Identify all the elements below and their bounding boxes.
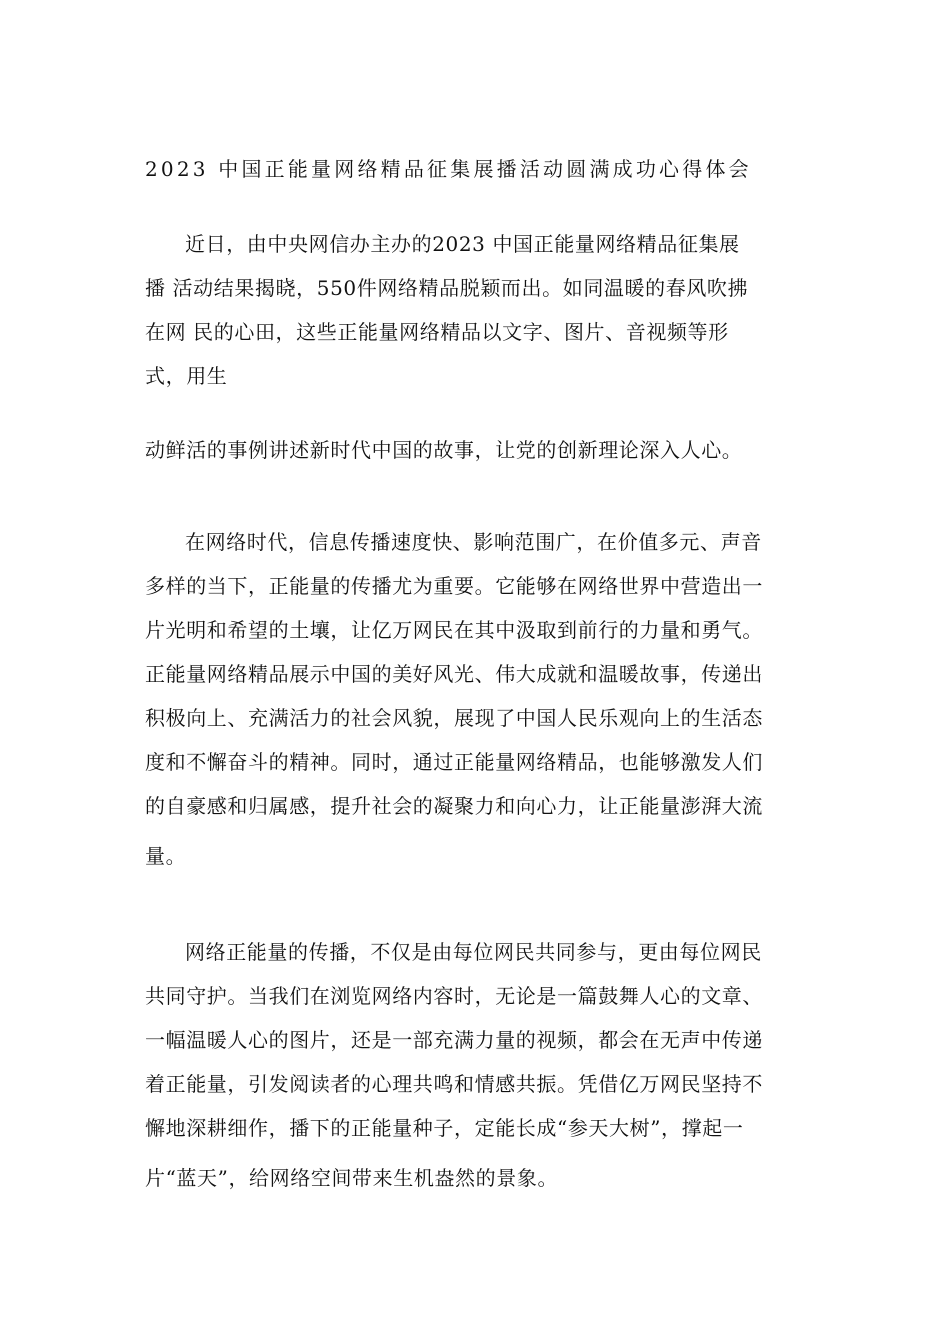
paragraph-1 (145, 222, 810, 398)
paragraph-2 (145, 520, 810, 878)
paragraph-line: 度和不懈奋斗的精神。同时，通过正能量网络精品，也能够激发人们 (145, 750, 763, 774)
paragraph-line: 网络正能量的传播，不仅是由每位网民共同参与，更由每位网民 (185, 940, 762, 964)
paragraph-line: 一幅温暖人心的图片，还是一部充满力量的视频，都会在无声中传递 (145, 1028, 763, 1052)
paragraph-3 (145, 930, 810, 1200)
paragraph-line: 近日，由中央网信办主办的2023 中国正能量网络精品征集展 (185, 232, 740, 256)
document-title: 2023 中国正能量网络精品征集展播活动圆满成功心得体会 (145, 157, 752, 181)
paragraph-line: 片“蓝天”，给网络空间带来生机盎然的景象。 (145, 1166, 559, 1190)
paragraph-1-continuation (145, 428, 810, 472)
paragraph-line: 的自豪感和归属感，提升社会的凝聚力和向心力，让正能量澎湃大流 (145, 794, 763, 818)
paragraph-line: 播 活动结果揭晓，550件网络精品脱颖而出。如同温暖的春风吹拂 (145, 276, 749, 300)
paragraph-line: 共同守护。当我们在浏览网络内容时，无论是一篇鼓舞人心的文章、 (145, 984, 763, 1008)
paragraph-line: 懈地深耕细作，播下的正能量种子，定能长成“参天大树”，撑起一 (145, 1116, 744, 1140)
paragraph-line: 多样的当下，正能量的传播尤为重要。它能够在网络世界中营造出一 (145, 574, 763, 598)
paragraph-line: 式，用生 (145, 364, 228, 388)
paragraph-line: 积极向上、充满活力的社会风貌，展现了中国人民乐观向上的生活态 (145, 706, 763, 730)
paragraph-line: 片光明和希望的土壤，让亿万网民在其中汲取到前行的力量和勇气。 (145, 618, 763, 642)
paragraph-line: 着正能量，引发阅读者的心理共鸣和情感共振。凭借亿万网民坚持不 (145, 1072, 763, 1096)
paragraph-line: 量。 (145, 844, 187, 868)
paragraph-line: 在网 民的心田，这些正能量网络精品以文字、图片、音视频等形 (145, 320, 729, 344)
paragraph-line: 正能量网络精品展示中国的美好风光、伟大成就和温暖故事，传递出 (145, 662, 763, 686)
paragraph-line: 在网络时代，信息传播速度快、影响范围广，在价值多元、声音 (185, 530, 762, 554)
paragraph-line: 动鲜活的事例讲述新时代中国的故事，让党的创新理论深入人心。 (145, 438, 743, 462)
